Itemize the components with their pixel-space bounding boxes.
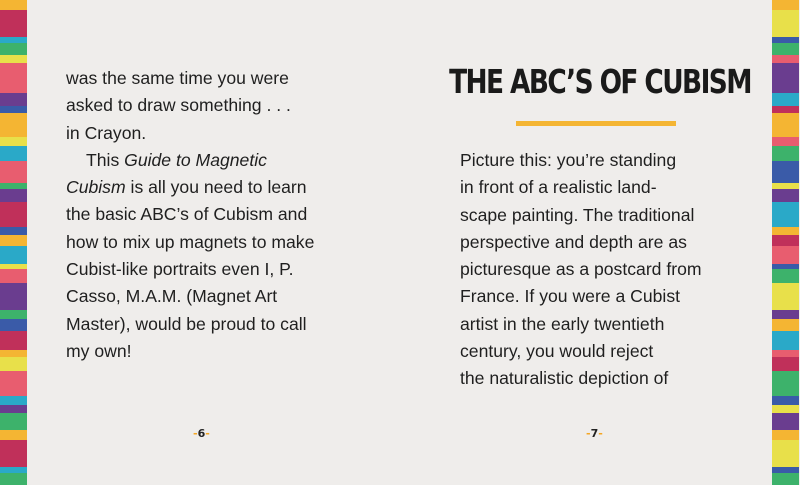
stripe-segment (0, 357, 27, 371)
stripe-segment (772, 55, 799, 63)
stripe-segment (772, 310, 799, 319)
stripe-segment (772, 331, 799, 351)
stripe-segment (0, 235, 27, 246)
text-line: Casso, M.A.M. (Magnet Art (66, 286, 278, 307)
stripe-segment (772, 371, 799, 396)
stripe-segment (772, 202, 799, 228)
text-line: artist in the early twentieth (460, 313, 665, 334)
stripe-segment (0, 405, 27, 413)
stripe-segment (772, 413, 799, 430)
text-line: my own! (66, 340, 132, 361)
text-line (66, 147, 396, 174)
right-page-text (460, 147, 760, 393)
stripe-segment (0, 202, 27, 228)
stripe-segment (772, 146, 799, 162)
stripe-segment (772, 405, 799, 413)
text-line: scape painting. The traditional (460, 204, 695, 225)
stripe-segment (772, 319, 799, 331)
stripe-segment (772, 235, 799, 246)
stripe-segment (772, 93, 799, 107)
stripe-segment (0, 331, 27, 351)
stripe-segment (0, 269, 27, 284)
right-page (400, 0, 772, 485)
stripe-segment (0, 283, 27, 310)
title-underline (516, 121, 676, 126)
stripe-segment (0, 473, 27, 485)
text-line: Master), would be proud to call (66, 313, 307, 334)
stripe-segment (0, 371, 27, 396)
chapter-title: THE ABC’S OF CUBISM (449, 62, 751, 101)
stripe-segment (0, 0, 27, 10)
text-line: Picture this: you’re standing (460, 150, 677, 170)
stripe-segment (772, 430, 799, 440)
guide-title-italic: Guide to Magnetic (124, 149, 267, 170)
stripe-segment (772, 246, 799, 264)
text-line: France. If you were a Cubist (460, 286, 681, 307)
page-number-right: -7- (586, 427, 603, 440)
stripe-segment (0, 93, 27, 107)
text-line: was the same time you were (66, 68, 289, 88)
stripe-segment (772, 0, 799, 10)
text-line: century, you would reject (460, 341, 654, 362)
stripe-segment (772, 269, 799, 284)
stripe-segment (0, 146, 27, 162)
stripe-segment (0, 396, 27, 406)
stripe-segment (0, 227, 27, 235)
stripe-segment (772, 161, 799, 183)
stripe-segment (0, 55, 27, 63)
left-page (27, 0, 400, 485)
page-number-left: -6- (193, 427, 210, 440)
text-line: picturesque as a postcard from (460, 259, 702, 280)
stripe-segment (0, 440, 27, 468)
stripe-segment (0, 246, 27, 264)
stripe-segment (0, 106, 27, 113)
stripe-segment (0, 161, 27, 183)
text-line: Cubist-like portraits even I, P. (66, 259, 294, 280)
stripe-segment (0, 189, 27, 202)
text-line (66, 174, 396, 201)
stripe-segment (772, 283, 799, 310)
stripe-segment (772, 350, 799, 357)
stripe-segment (772, 396, 799, 406)
text-line: in Crayon. (66, 122, 147, 143)
text-run: This (86, 149, 125, 170)
text-line: in front of a realistic land- (460, 177, 657, 198)
stripe-segment (0, 430, 27, 440)
text-line: how to mix up magnets to make (66, 231, 315, 252)
stripe-segment (772, 473, 799, 485)
right-color-stripe (772, 0, 799, 485)
stripe-segment (772, 43, 799, 55)
stripe-segment (772, 63, 799, 93)
stripe-segment (0, 63, 27, 93)
stripe-segment (0, 43, 27, 55)
stripe-segment (772, 227, 799, 235)
stripe-segment (0, 137, 27, 146)
stripe-segment (0, 350, 27, 357)
stripe-segment (0, 310, 27, 319)
stripe-segment (772, 106, 799, 113)
stripe-segment (0, 113, 27, 137)
text-line: asked to draw something . . . (66, 95, 291, 116)
stripe-segment (772, 10, 799, 38)
stripe-segment (0, 413, 27, 430)
stripe-segment (772, 113, 799, 137)
text-line: perspective and depth are as (460, 231, 687, 252)
guide-title-italic-cont: Cubism (66, 177, 126, 198)
stripe-segment (772, 137, 799, 146)
text-line: the naturalistic depiction of (460, 368, 669, 389)
left-page-text (66, 65, 396, 365)
stripe-segment (772, 357, 799, 371)
stripe-segment (772, 189, 799, 202)
stripe-segment (0, 10, 27, 38)
stripe-segment (772, 440, 799, 468)
text-run: is all you need to learn (125, 177, 307, 198)
text-line: the basic ABC’s of Cubism and (66, 204, 308, 225)
stripe-segment (0, 319, 27, 331)
left-color-stripe (0, 0, 27, 485)
